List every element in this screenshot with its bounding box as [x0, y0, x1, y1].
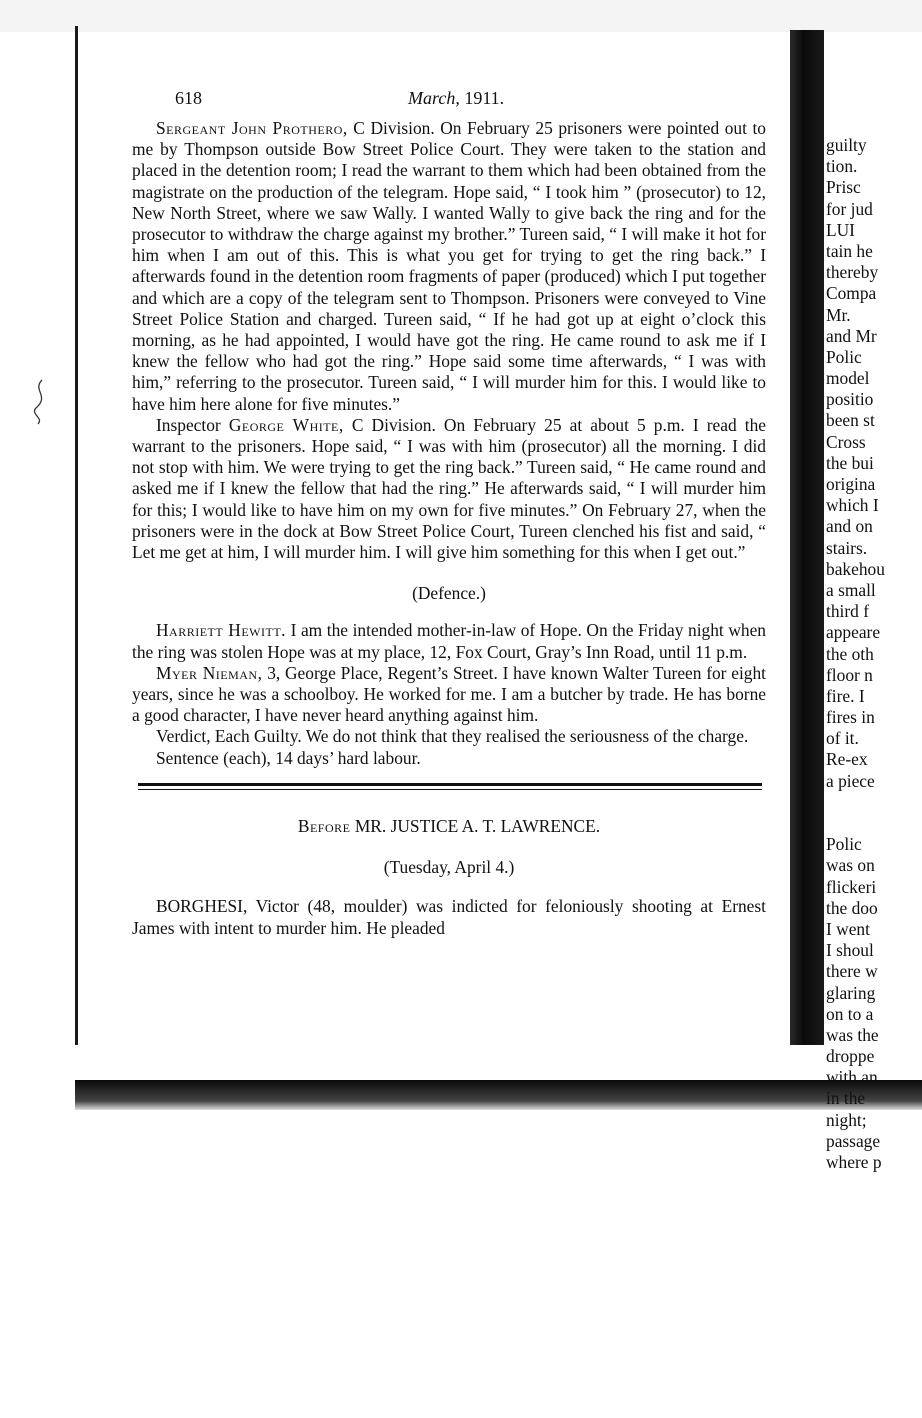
facing-line: Prisc	[826, 177, 861, 198]
facing-lines-bottom	[826, 834, 922, 1173]
witness-name: Harriett Hewitt.	[156, 620, 287, 641]
facing-line: with an	[826, 1067, 878, 1088]
facing-line: bakehou	[826, 558, 885, 579]
page-body	[132, 118, 766, 939]
left-page	[130, 88, 770, 939]
facing-line: which I	[826, 495, 879, 516]
testimony-hewitt	[132, 620, 766, 662]
facing-line: flickeri	[826, 876, 877, 897]
witness-name: George White,	[228, 414, 344, 435]
defence-heading: (Defence.)	[412, 583, 486, 604]
facing-line: appeare	[826, 622, 881, 643]
testimony-text: 3, George Place, Regent’s Street. I have known Walter Tureen for eight years, since he was a schoolboy. He worked for me. I am a butcher by trade. He has borne a good character, I have never heard anything against him.	[132, 662, 766, 726]
facing-line: tain he	[826, 240, 873, 261]
witness-name: Myer Nieman,	[156, 662, 263, 683]
facing-line: fire. I	[826, 685, 865, 706]
facing-line: and Mr	[826, 325, 877, 346]
facing-line: was the	[826, 1024, 879, 1045]
running-head	[130, 88, 770, 118]
facing-line: on to a	[826, 1003, 874, 1024]
facing-line: glaring	[826, 982, 876, 1003]
facing-line: in the	[826, 1088, 866, 1109]
facing-page-fragment	[826, 135, 922, 1173]
running-title-year: 1911.	[464, 88, 505, 108]
judge-name: MR. JUSTICE A. T. LAWRENCE.	[350, 815, 601, 836]
testimony-prothero	[132, 118, 766, 415]
facing-line: a piece	[826, 770, 875, 791]
facing-line: Cross	[826, 431, 866, 452]
page-bottom-shadow	[75, 1080, 922, 1110]
facing-line: night;	[826, 1109, 867, 1130]
section-divider	[138, 783, 762, 790]
verdict: Verdict, Each Guilty. We do not think that they realised the seriousness of the charge.	[156, 726, 749, 747]
facing-line: tion.	[826, 156, 858, 177]
running-title-month: March,	[408, 88, 460, 108]
testimony-text: C Division. On February 25 prisoners were pointed out to me by Thompson outside Bow Street Police Court. They were taken to the station and placed in the detention room; I read the warrant to them which had been obtained from the magistrate on the production of the telegram. Hope said, “ I took him ” (prosecutor) to 12, New North Street, where we saw Wally. I wanted Wally to give back the ring and for the prosecutor to withdraw the charge against my brother.” Tureen said, “ I will make it hot for him when I am out of this. This is what you get for trying to get the ring back.” I afterwards found in the detention room fragments of paper (produced) which I put together and which are a copy of the telegram sent to Thompson. Prisoners were conveyed to Vine Street Police Station and charged. Tureen said, “ If he had got up at eight o’clock this morning, as he had appointed, I would have got the ring. He came round to ask me if I knew the fellow who had got the ring.” Hope said some time afterwards, “ I was with him,” referring to the prosecutor. Tureen said, “ I will murder him for this. I would like to have him here alone for five minutes.”	[132, 118, 767, 414]
facing-line: been st	[826, 410, 875, 431]
testimony-text: C Division. On February 25 at about 5 p.m. I read the warrant to the prisoners. Hope said, “ I was with him (prosecutor) all the morning. I did not stop with him. We were trying to get the ring back.” Tureen said, “ He came round and asked me if I knew the fellow that had the ring.” He afterwards said, “ I will murder him for this; I would like to have him on my own for five minutes.” On February 27, when the prisoners were in the dock at Bow Street Police Court, Tureen clenched his fist and said, “ Let me get at him, I will murder him. I will give him something for this when I get out.”	[132, 414, 766, 563]
divider-thin-rule	[138, 789, 762, 790]
case-borghesi: BORGHESI, Victor (48, moulder) was indicted for feloniously shooting at Ernest James with intent to murder him. He pleaded	[132, 896, 766, 938]
facing-line: Re-ex	[826, 749, 868, 770]
page-number: 618	[175, 88, 202, 108]
facing-gap	[826, 813, 922, 834]
facing-line: the oth	[826, 643, 874, 664]
facing-line: was on	[826, 855, 875, 876]
facing-line: Compa	[826, 283, 877, 304]
facing-line: the doo	[826, 897, 878, 918]
judge-prefix: Before	[297, 815, 351, 836]
sentence: Sentence (each), 14 days’ hard labour.	[156, 747, 421, 768]
facing-line: for jud	[826, 198, 873, 219]
judge-heading	[132, 816, 766, 837]
facing-line: LUI	[826, 219, 855, 240]
witness-rank: Inspector	[156, 414, 229, 435]
testimony-text: I am the intended mother-in-law of Hope. On the Friday night when the ring was stolen Hope was at my place, 12, Fox Court, Gray’s Inn Road, until 11 p.m.	[132, 620, 766, 662]
facing-gap	[826, 792, 922, 813]
facing-line: third f	[826, 601, 869, 622]
testimony-nieman	[132, 663, 766, 727]
facing-line: where p	[826, 1152, 882, 1172]
facing-line: Polic	[826, 834, 862, 855]
testimony-white	[132, 415, 766, 563]
witness-name: Sergeant John Prothero,	[156, 118, 348, 138]
facing-line: the bui	[826, 452, 874, 473]
facing-line: positio	[826, 389, 874, 410]
facing-line: and on	[826, 516, 873, 537]
pencil-mark-icon	[28, 378, 52, 426]
facing-line: a small	[826, 579, 876, 600]
date-heading: (Tuesday, April 4.)	[383, 857, 515, 878]
facing-line: floor n	[826, 664, 873, 685]
facing-line: passage	[826, 1130, 881, 1151]
facing-line: I shoul	[826, 940, 874, 961]
facing-line: there w	[826, 961, 878, 982]
facing-line: stairs.	[826, 537, 868, 558]
facing-line: Mr.	[826, 304, 851, 325]
running-title	[408, 88, 504, 109]
facing-line: origina	[826, 474, 876, 494]
facing-line: Polic	[826, 346, 862, 367]
facing-line: of it.	[826, 728, 859, 749]
divider-thick-rule	[138, 783, 762, 786]
facing-line: thereby	[826, 262, 879, 283]
facing-line: guilty	[826, 135, 867, 155]
facing-lines-top	[826, 135, 922, 792]
book-gutter	[790, 30, 824, 1080]
facing-line: model	[826, 368, 870, 389]
facing-line: I went	[826, 918, 870, 939]
facing-line: droppe	[826, 1046, 875, 1067]
facing-line: fires in	[826, 707, 875, 728]
